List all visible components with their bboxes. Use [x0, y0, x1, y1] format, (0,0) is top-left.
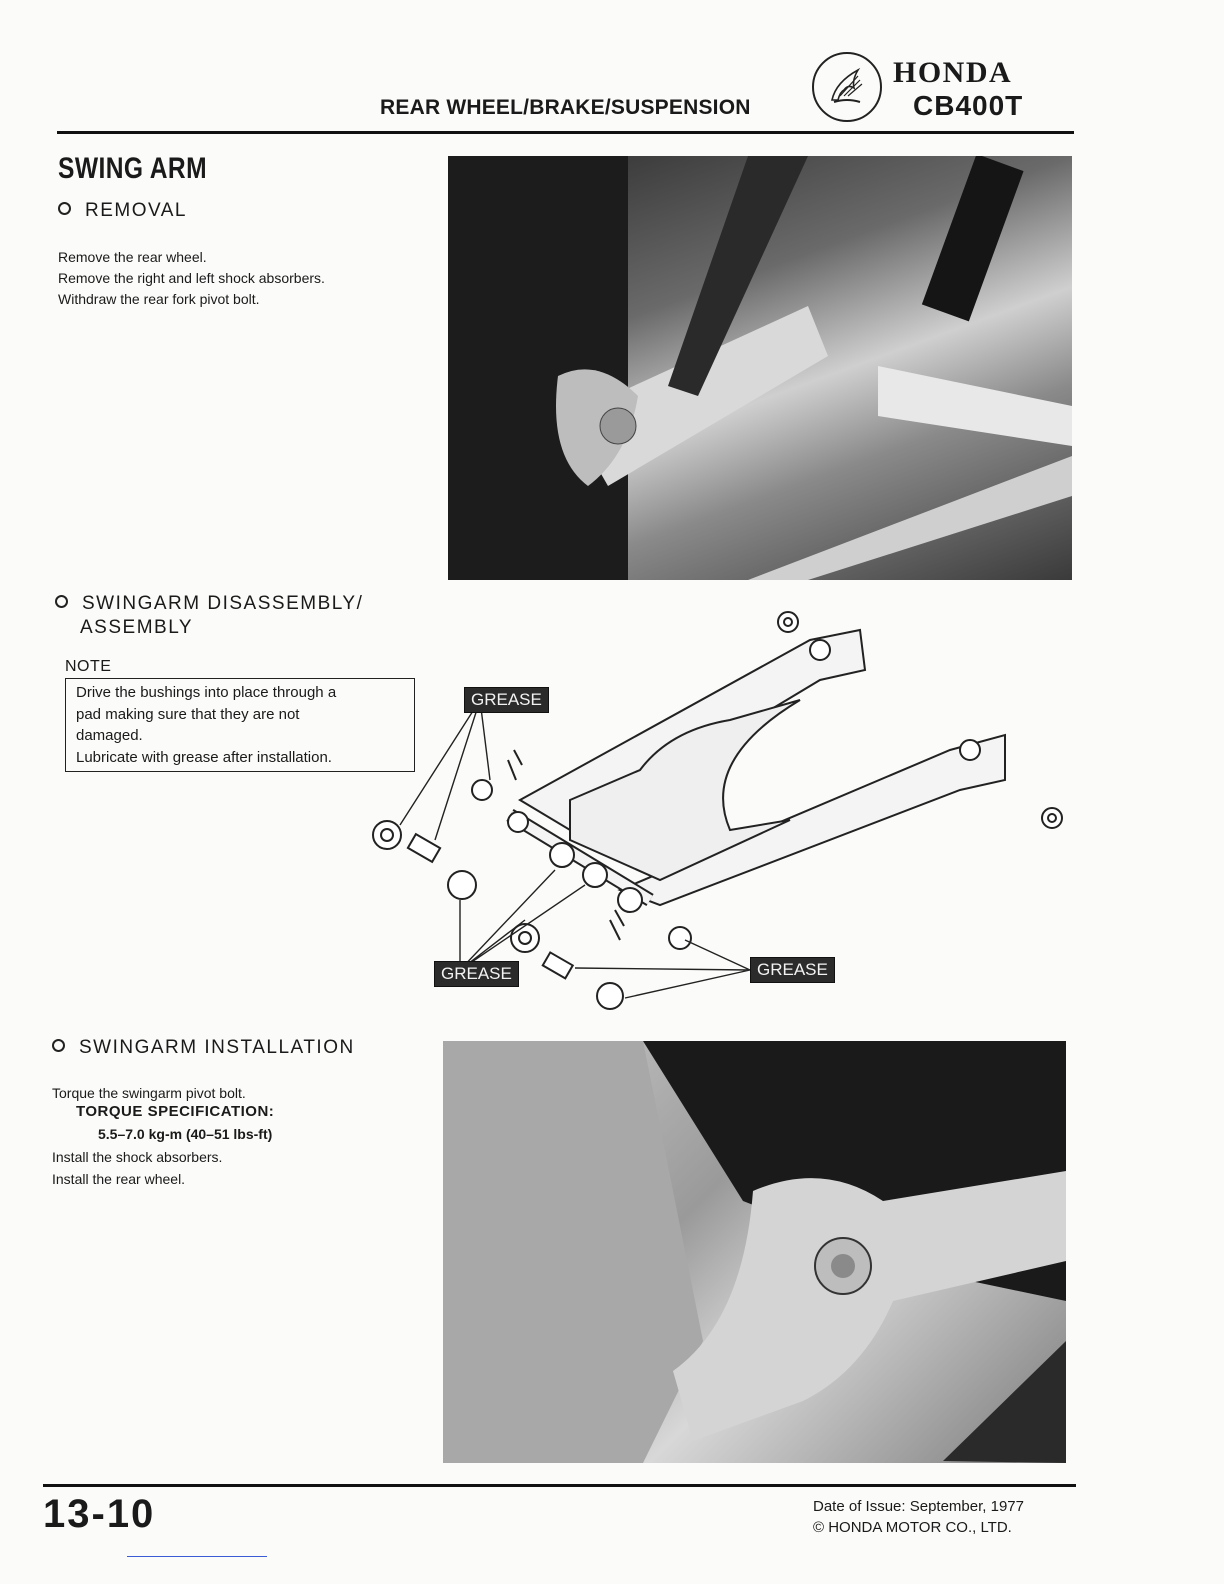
cap-left: [448, 871, 476, 899]
note-line: Lubricate with grease after installation.: [76, 748, 332, 766]
honda-wing-logo: [812, 52, 882, 122]
brand-name: HONDA: [893, 56, 1013, 89]
grease-label-top: GREASE: [464, 687, 549, 713]
bullet-icon: [55, 595, 68, 608]
footer-rule: [43, 1484, 1076, 1487]
copyright: © HONDA MOTOR CO., LTD.: [813, 1519, 1012, 1536]
removal-step: Remove the rear wheel.: [58, 249, 207, 265]
installation-step: Install the shock absorbers.: [52, 1149, 223, 1165]
cap-right: [597, 983, 623, 1009]
installation-heading-text: SWINGARM INSTALLATION: [79, 1037, 355, 1058]
date-of-issue: Date of Issue: September, 1977: [813, 1498, 1024, 1515]
disassembly-heading: [55, 592, 363, 640]
removal-heading: [58, 200, 187, 222]
model-name: CB400T: [913, 90, 1024, 121]
photo-1-illustration: [448, 156, 1072, 580]
note-line: pad making sure that they are not: [76, 705, 300, 723]
removal-heading-text: REMOVAL: [85, 200, 188, 221]
scan-artifact-line: [127, 1556, 267, 1557]
torque-spec-label: TORQUE SPECIFICATION:: [76, 1103, 275, 1120]
note-line: damaged.: [76, 727, 143, 744]
removal-steps: [58, 247, 325, 310]
photo-2-illustration: [443, 1041, 1066, 1463]
swingarm-installation-photo: [443, 1041, 1066, 1463]
bullet-icon: [58, 202, 71, 215]
page-header-title: REAR WHEEL/BRAKE/SUSPENSION: [380, 96, 751, 119]
disassembly-heading-line1: SWINGARM DISASSEMBLY/: [82, 593, 364, 614]
installation-step: Install the rear wheel.: [52, 1171, 186, 1187]
grease-label-bottom-left: GREASE: [434, 961, 519, 987]
removal-step: Withdraw the rear fork pivot bolt.: [58, 291, 260, 307]
installation-heading: [52, 1037, 355, 1059]
page-number: 13-10: [43, 1492, 156, 1536]
torque-spec-value: 5.5–7.0 kg-m (40–51 lbs-ft): [98, 1126, 273, 1142]
removal-step: Remove the right and left shock absorbers.: [58, 270, 325, 286]
disassembly-heading-line2: ASSEMBLY: [80, 617, 194, 638]
header-rule: [57, 131, 1074, 134]
installation-step: Torque the swingarm pivot bolt.: [52, 1085, 246, 1101]
note-line: Drive the bushings into place through a: [76, 684, 337, 701]
swingarm-removal-photo: [448, 156, 1072, 580]
wing-emblem-icon: [814, 54, 880, 120]
grease-label-bottom-right: GREASE: [750, 957, 835, 983]
bullet-icon: [52, 1039, 65, 1052]
dust-seal-left: [373, 821, 401, 849]
section-title: SWING ARM: [58, 152, 207, 185]
note-label: NOTE: [65, 658, 112, 675]
